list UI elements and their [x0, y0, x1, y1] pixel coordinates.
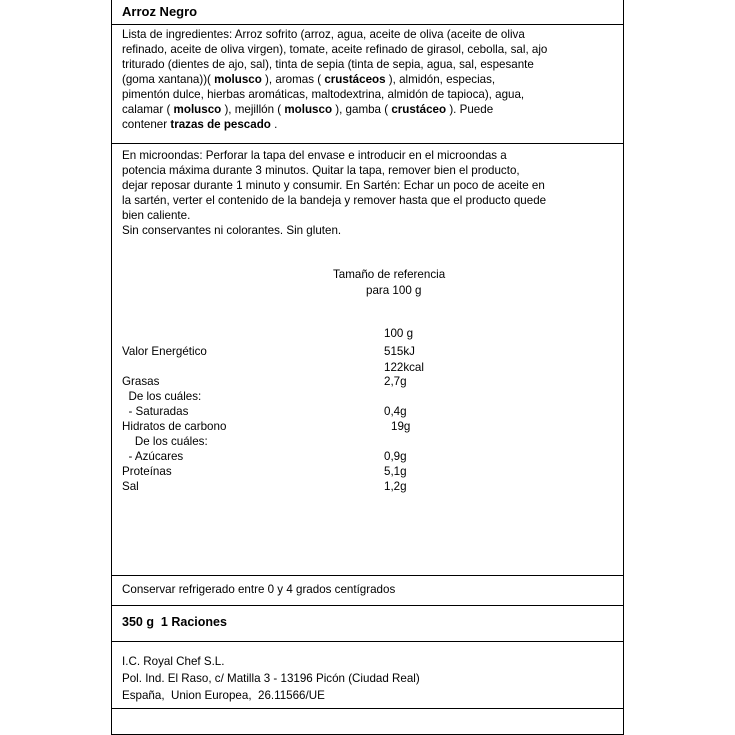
nutrition-amount: 100 g	[384, 327, 414, 340]
nutrient-label: - Saturadas	[122, 405, 189, 418]
nutrient-label: Hidratos de carbono	[122, 420, 227, 433]
reference-size-value: para 100 g	[366, 284, 422, 297]
ingredient-line	[122, 117, 614, 132]
allergen-text: trazas de pescado	[170, 118, 271, 131]
quantity	[122, 615, 614, 630]
nutrient-label: Grasas	[122, 375, 160, 388]
ingredient-text: ), almidón, especias,	[385, 73, 496, 86]
nutrient-label: Valor Energético	[122, 345, 207, 358]
nutrient-value: 2,7g	[384, 375, 407, 388]
ingredient-line	[122, 72, 614, 87]
ingredient-text: (goma xantana))(	[122, 73, 215, 86]
allergen-text: molusco	[214, 73, 262, 86]
nutrient-label: - Azúcares	[122, 450, 184, 463]
ingredient-text: ), aromas (	[261, 73, 325, 86]
reference-size-label: Tamaño de referencia	[333, 268, 446, 281]
ingredient-text: refinado, aceite de oliva virgen), tomate, aceite refinado de girasol, cebolla, sal, ajo	[122, 43, 548, 56]
product-name: Arroz Negro	[122, 4, 198, 19]
ingredient-text: ). Puede	[446, 103, 494, 116]
instruction-line: la sartén, verter el contenido de la bandeja y remover hasta que el producto quede	[122, 194, 547, 207]
ingredient-text: ), mejillón (	[221, 103, 285, 116]
ingredient-text: ), gamba (	[332, 103, 392, 116]
allergen-text: molusco	[173, 103, 222, 116]
product-label	[111, 0, 624, 735]
nutrient-label: Sal	[122, 480, 139, 493]
divider	[112, 143, 623, 144]
ingredient-line	[122, 102, 614, 117]
allergen-note: Sin conservantes ni colorantes. Sin gluten.	[122, 224, 342, 237]
nutrient-label: De los cuáles:	[122, 390, 202, 403]
divider	[112, 605, 623, 606]
product-title	[122, 4, 614, 20]
net-quantity: 350 g 1 Raciones	[122, 615, 227, 629]
ingredient-text: Lista de ingredientes: Arroz sofrito (arroz, agua, aceite de oliva (aceite de oliva	[122, 28, 525, 41]
nutrient-value: 5,1g	[384, 465, 407, 478]
ingredient-text: contener	[122, 118, 171, 131]
nutrition-table	[122, 326, 614, 496]
ingredients-list	[122, 27, 614, 132]
nutrient-value: 0,9g	[384, 450, 407, 463]
storage-instructions: Conservar refrigerado entre 0 y 4 grados centígrados	[122, 583, 396, 596]
divider	[112, 708, 623, 709]
nutrient-value: 0,4g	[384, 405, 407, 418]
company-country: España, Union Europea, 26.11566/UE	[122, 689, 325, 702]
instruction-line: dejar reposar durante 1 minuto y consumir. En Sartén: Echar un poco de aceite en	[122, 179, 545, 192]
divider	[112, 575, 623, 576]
instructions	[122, 148, 614, 238]
company-address: Pol. Ind. El Raso, c/ Matilla 3 - 13196 Picón (Ciudad Real)	[122, 672, 420, 685]
ingredient-line	[122, 57, 614, 72]
instruction-line: En microondas: Perforar la tapa del envase e introducir en el microondas a	[122, 149, 507, 162]
nutrient-value: 515kJ	[384, 345, 415, 358]
ingredient-text: calamar (	[122, 103, 174, 116]
ingredient-line	[122, 42, 614, 57]
divider	[112, 641, 623, 642]
ingredient-text: pimentón dulce, hierbas aromáticas, maltodextrina, almidón de tapioca), agua,	[122, 88, 525, 101]
nutrient-value: 19g	[391, 420, 411, 433]
nutrient-label: Proteínas	[122, 465, 172, 478]
instruction-line: potencia máxima durante 3 minutos. Quitar la tapa, remover bien el producto,	[122, 164, 520, 177]
allergen-text: molusco	[284, 103, 333, 116]
nutrition-header	[122, 267, 614, 307]
nutrient-label: De los cuáles:	[122, 435, 208, 448]
nutrient-value: 1,2g	[384, 480, 407, 493]
divider	[112, 24, 623, 25]
ingredient-line	[122, 87, 614, 102]
allergen-text: crustáceo	[391, 103, 447, 116]
company-name: I.C. Royal Chef S.L.	[122, 655, 225, 668]
instruction-line: bien caliente.	[122, 209, 191, 222]
ingredient-text: .	[270, 118, 278, 131]
company-info	[122, 653, 614, 704]
storage-text	[122, 582, 614, 597]
nutrient-value: 122kcal	[384, 361, 424, 374]
ingredient-line	[122, 27, 614, 42]
ingredient-text: triturado (dientes de ajo, sal), tinta de sepia (tinta de sepia, agua, sal, espesante	[122, 58, 534, 71]
allergen-text: crustáceos	[324, 73, 386, 86]
